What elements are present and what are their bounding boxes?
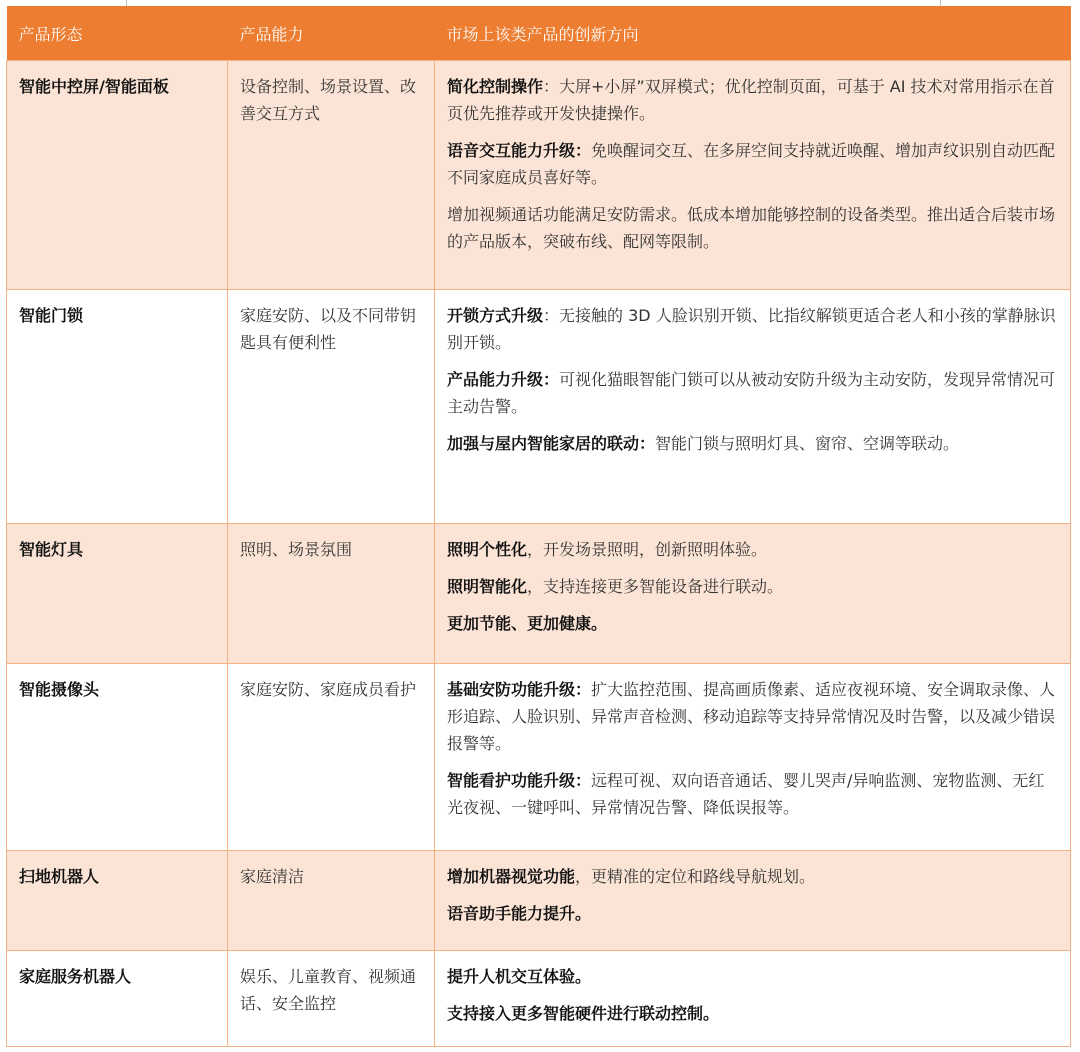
table-row [7,851,1071,951]
direction-heading: 提升人机交互体验。 [447,967,592,986]
direction-heading: 语音助手能力提升。 [447,904,592,923]
direction-item [447,767,1058,821]
direction-heading: 基础安防功能升级： [447,680,592,699]
direction-item [447,137,1058,191]
direction-text: ，开发场景照明，创新照明体验。 [527,540,768,559]
innovation-direction-cell [435,951,1071,1047]
product-ability-cell: 娱乐、儿童教育、视频通话、安全监控 [228,951,435,1047]
direction-item [447,201,1058,255]
direction-item [447,676,1058,757]
direction-text: 远程可视、双向语音通话、婴儿哭声/异响监测、宠物监测、无红光夜视、一键呼叫、异常情况告警、降低误报等。 [447,771,1045,817]
direction-item [447,366,1058,420]
direction-item [447,610,1058,637]
direction-heading: 照明智能化 [447,577,528,596]
direction-heading: 增加机器视觉功能 [447,867,576,886]
direction-heading: 更加节能、更加健康。 [447,614,608,633]
direction-item [447,963,1058,990]
direction-item [447,863,1058,890]
direction-heading: 开锁方式升级 [447,306,544,325]
product-form-cell: 智能中控屏/智能面板 [7,61,228,290]
product-ability-cell: 家庭安防、以及不同带钥匙具有便利性 [228,290,435,524]
product-ability-cell: 照明、场景氛围 [228,524,435,664]
product-form-cell: 家庭服务机器人 [7,951,228,1047]
direction-heading: 加强与屋内智能家居的联动： [447,434,656,453]
table-header-row [7,6,1071,61]
table-row [7,951,1071,1047]
direction-heading: 支持接入更多智能硬件进行联动控制。 [447,1004,720,1023]
header-innovation-direction: 市场上该类产品的创新方向 [435,6,1071,61]
direction-text: ，支持连接更多智能设备进行联动。 [527,577,784,596]
direction-heading: 智能看护功能升级： [447,771,592,790]
product-ability-cell: 设备控制、场景设置、改善交互方式 [228,61,435,290]
direction-item [447,900,1058,927]
table-row [7,524,1071,664]
direction-item [447,73,1058,127]
innovation-direction-cell [435,61,1071,290]
product-form-cell: 智能门锁 [7,290,228,524]
product-ability-cell: 家庭安防、家庭成员看护 [228,664,435,851]
direction-text: 可视化猫眼智能门锁可以从被动安防升级为主动安防，发现异常情况可主动告警。 [447,370,1056,416]
direction-item [447,1000,1058,1027]
direction-text: 智能门锁与照明灯具、窗帘、空调等联动。 [655,434,960,453]
table-row [7,664,1071,851]
direction-text: ：大屏+小屏”双屏模式；优化控制页面，可基于 AI 技术对常用指示在首页优先推荐或开发快捷操作。 [447,77,1055,123]
product-ability-cell: 家庭清洁 [228,851,435,951]
direction-text: 免唤醒词交互、在多屏空间支持就近唤醒、增加声纹识别自动匹配不同家庭成员喜好等。 [447,141,1056,187]
direction-item [447,302,1058,356]
direction-text: 扩大监控范围、提高画质像素、适应夜视环境、安全调取录像、人形追踪、人脸识别、异常声音检测、移动追踪等支持异常情况及时告警，以及减少错误报警等。 [447,680,1056,753]
direction-heading: 语音交互能力升级： [447,141,592,160]
product-form-cell: 扫地机器人 [7,851,228,951]
header-product-ability: 产品能力 [228,6,435,61]
table-row [7,61,1071,290]
direction-text: ：无接触的 3D 人脸识别开锁、比指纹解锁更适合老人和小孩的掌静脉识别开锁。 [447,306,1056,352]
header-product-form: 产品形态 [7,6,228,61]
direction-text: ，更精准的定位和路线导航规划。 [575,867,816,886]
direction-heading: 产品能力升级： [447,370,560,389]
product-form-cell: 智能灯具 [7,524,228,664]
innovation-direction-cell [435,664,1071,851]
direction-item [447,573,1058,600]
innovation-direction-cell [435,851,1071,951]
direction-heading: 照明个性化 [447,540,528,559]
innovation-direction-cell [435,290,1071,524]
smart-home-products-table [6,6,1071,1047]
table-row [7,290,1071,524]
product-form-cell: 智能摄像头 [7,664,228,851]
innovation-direction-cell [435,524,1071,664]
direction-heading: 简化控制操作 [447,77,544,96]
direction-text: 增加视频通话功能满足安防需求。低成本增加能够控制的设备类型。推出适合后装市场的产品版本，突破布线、配网等限制。 [447,205,1056,251]
direction-item [447,536,1058,563]
direction-item [447,430,1058,457]
